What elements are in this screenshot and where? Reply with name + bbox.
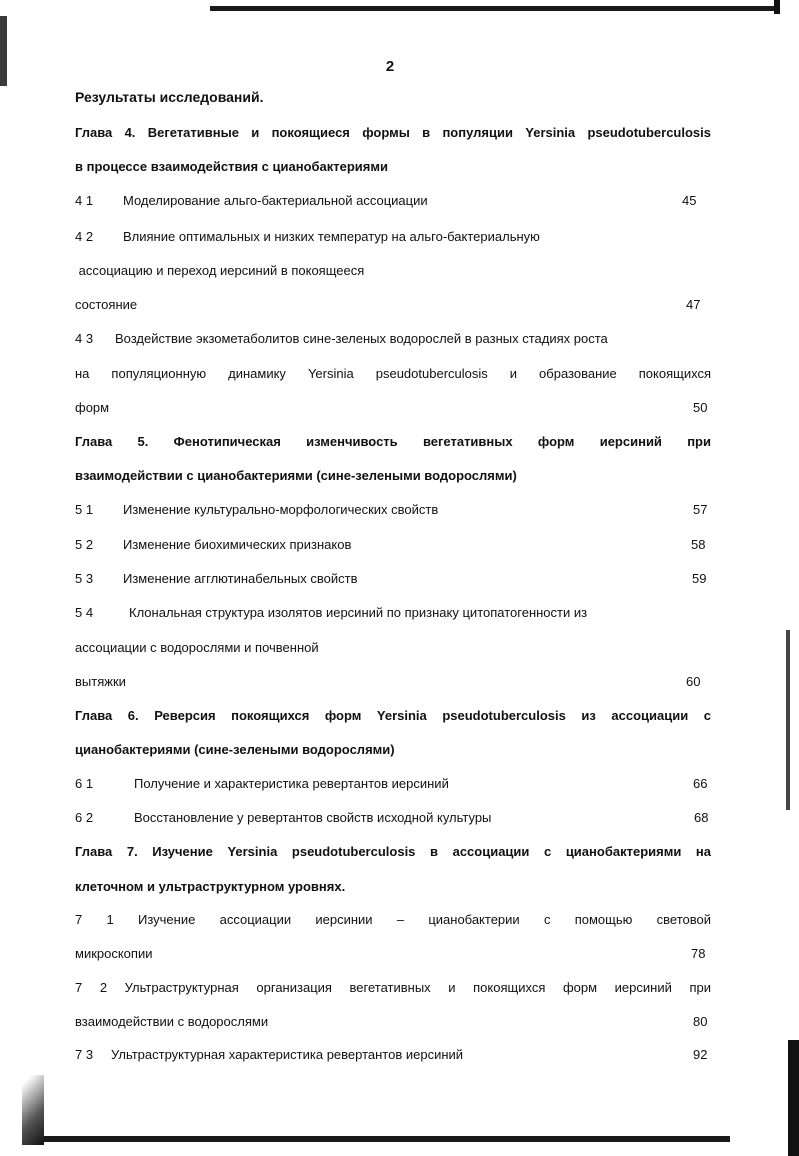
toc-entry-number: 5 2 [75,537,94,552]
toc-entry-title: Восстановление у ревертантов свойств исходной культуры [134,810,492,825]
toc-entry-number: 7 3 [75,1047,94,1062]
toc-page-4-2: 47 [686,297,701,312]
toc-entry-title: Ультраструктурная характеристика ревертантов иерсиний [111,1047,464,1062]
toc-entry-number: 5 4 [75,605,94,620]
toc-entry-number: 6 2 [75,810,94,825]
toc-page-7-3: 92 [693,1047,708,1062]
toc-entry-7-2-line2: взаимодействии с водорослями [75,1014,269,1029]
toc-entry-6-2 [75,809,491,827]
toc-entry-number: 5 3 [75,571,94,586]
toc-page-7-2: 80 [693,1014,708,1029]
toc-entry-number: 6 1 [75,776,94,791]
chapter-6-title-line1: Глава 6. Реверсия покоящихся форм Yersinia pseudotuberculosis из ассоциации с [75,708,711,723]
toc-entry-title: Изменение биохимических признаков [123,537,352,552]
chapter-4-title-line1: Глава 4. Вегетативные и покоящиеся формы в популяции Yersinia pseudotuberculosis [75,125,711,140]
toc-entry-7-2: 7 2 Ультраструктурная организация вегетативных и покоящихся форм иерсиний при [75,980,711,995]
toc-entry-4-1 [75,192,428,210]
toc-page-4-3: 50 [693,400,708,415]
chapter-7-title-line2: клеточном и ультраструктурном уровнях. [75,879,346,894]
toc-entry-5-4 [75,604,587,622]
toc-entry-number: 4 3 [75,331,94,346]
toc-page-6-2: 68 [694,810,709,825]
toc-page-5-1: 57 [693,502,708,517]
toc-entry-4-3-line3: форм [75,400,110,415]
scan-border-top [210,6,775,11]
toc-entry-title: Воздействие экзометаболитов сине-зеленых водорослей в разных стадиях роста [115,331,608,346]
toc-entry-5-1 [75,501,438,519]
chapter-7-title-line1: Глава 7. Изучение Yersinia pseudotuberculosis в ассоциации с цианобактериями на [75,844,711,859]
scan-border-bottom [30,1136,730,1142]
scan-border-right-bottom [788,1040,799,1156]
toc-page-7-1: 78 [691,946,706,961]
chapter-5-title-line2: взаимодействии с цианобактериями (сине-зелеными водорослями) [75,468,517,483]
toc-page-5-3: 59 [692,571,707,586]
toc-entry-5-2 [75,536,351,554]
toc-entry-title: Влияние оптимальных и низких температур на альго-бактериальную [123,229,540,244]
toc-entry-4-3-line2: на популяционную динамику Yersinia pseudotuberculosis и образование покоящихся [75,366,711,381]
toc-entry-4-2-line3: состояние [75,297,138,312]
toc-entry-5-4-line3: вытяжки [75,674,126,689]
toc-page-5-4: 60 [686,674,701,689]
section-heading: Результаты исследований. [75,89,264,105]
chapter-6-title-line2: цианобактериями (сине-зелеными водорослями) [75,742,395,757]
toc-page-4-1: 45 [682,193,697,208]
toc-entry-title: Получение и характеристика ревертантов иерсиний [134,776,449,791]
toc-entry-number: 5 1 [75,502,94,517]
toc-entry-title: Клональная структура изолятов иерсиний по признаку цитопатогенности из [129,605,588,620]
toc-entry-number: 4 2 [75,229,94,244]
toc-entry-number: 4 1 [75,193,94,208]
toc-entry-5-3 [75,570,357,588]
page-number: 2 [385,58,395,75]
toc-entry-7-1-line2: микроскопии [75,946,153,961]
toc-entry-5-4-line2: ассоциации с водорослями и почвенной [75,640,319,655]
scan-border-right-middle [786,630,790,810]
chapter-5-title-line1: Глава 5. Фенотипическая изменчивость вегетативных форм иерсиний при [75,434,711,449]
toc-page-5-2: 58 [691,537,706,552]
toc-entry-7-3 [75,1046,463,1064]
chapter-4-title-line2: в процессе взаимодействия с цианобактериями [75,159,388,174]
toc-page-6-1: 66 [693,776,708,791]
toc-entry-4-3 [75,330,608,348]
scan-border-right-top [774,0,780,14]
toc-entry-title: Изменение культурально-морфологических свойств [123,502,439,517]
toc-entry-title: Моделирование альго-бактериальной ассоциации [123,193,428,208]
toc-entry-7-1: 7 1 Изучение ассоциации иерсинии – цианобактерии с помощью световой [75,912,711,927]
scan-corner-shadow [22,1075,44,1145]
scan-border-left [0,16,7,86]
toc-entry-4-2 [75,228,540,246]
toc-entry-title: Изменение агглютинабельных свойств [123,571,358,586]
toc-entry-6-1 [75,775,449,793]
toc-entry-4-2-line2: ассоциацию и переход иерсиний в покоящееся [75,263,365,278]
